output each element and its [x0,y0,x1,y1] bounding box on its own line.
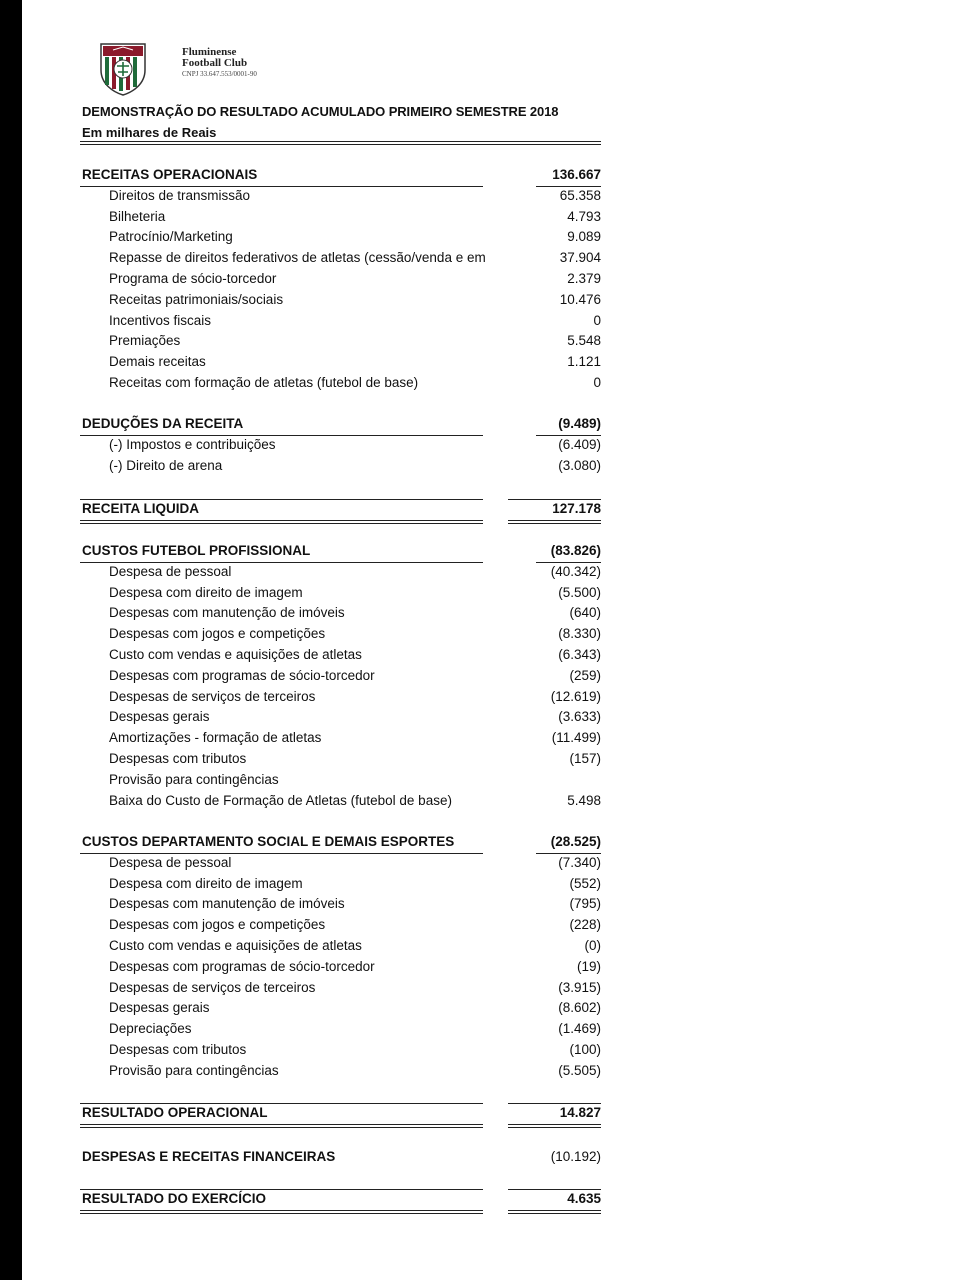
line-item-label: Premiações [109,333,181,349]
line-item [82,980,601,1001]
line-item [82,959,601,980]
line-item-value: (6.343) [558,647,601,662]
section-header-social-value: (28.525) [550,834,601,849]
line-item-value: 2.379 [567,271,601,286]
line-item-label: Despesa com direito de imagem [109,875,303,891]
line-item [82,375,601,396]
line-item [82,647,601,668]
line-item-label: Despesa de pessoal [109,563,232,579]
section-header-futebol [82,543,601,564]
line-item-value: 37.904 [559,250,601,266]
line-item-label: Despesas com manutenção de imóveis [109,896,345,912]
line-item-label: Provisão para contingências [109,771,279,787]
line-item-value: (157) [569,751,601,766]
line-item [82,626,601,647]
total-resultado-exercicio-label: RESULTADO DO EXERCÍCIO [82,1191,267,1206]
line-item-label: Despesas com jogos e competições [109,917,326,933]
line-item [82,292,601,313]
resultado-exercicio-bottom-rule-label [80,1210,483,1214]
line-item-label: Provisão para contingências [109,1062,279,1078]
document-page [22,0,963,1280]
line-item-value: 0 [593,312,601,328]
line-item [82,772,601,793]
line-item [82,229,601,250]
total-financeiras-label: DESPESAS E RECEITAS FINANCEIRAS [82,1149,336,1164]
line-item-label: Despesas com tributos [109,1042,247,1057]
line-item-value: (8.602) [558,1000,601,1016]
section-header-receitas [82,167,601,188]
line-item-label: Repasse de direitos federativos de atletas (cessão/venda e em [109,250,486,266]
line-item-label: Despesas de serviços de terceiros [109,688,316,704]
line-item-label: Despesas com programas de sócio-torcedor [109,958,375,974]
line-item-label: Despesas de serviços de terceiros [109,979,316,995]
line-item-label: Demais receitas [109,354,206,370]
line-item-value: (3.915) [558,979,601,995]
club-identity [182,47,257,79]
line-item [82,876,601,897]
total-financeiras-value: (10.192) [550,1149,601,1164]
line-item [82,668,601,689]
line-item-value: (11.499) [551,730,601,746]
line-item-label: Amortizações - formação de atletas [109,730,322,746]
line-item-label: Despesas com programas de sócio-torcedor [109,667,375,683]
section-header-receitas-value: 136.667 [552,167,601,182]
line-item-value: (12.619) [550,688,601,704]
line-item [82,896,601,917]
line-item [82,1021,601,1042]
line-item-value: (0) [584,938,601,953]
line-item-value: 0 [593,375,601,390]
line-item [82,271,601,292]
line-item-label: Despesas gerais [109,709,210,725]
club-name-line1: Fluminense [182,46,237,58]
line-item-value: (3.633) [558,709,601,725]
line-item-value: (795) [569,896,601,912]
line-item [82,751,601,772]
line-item-value: 9.089 [567,229,601,245]
section-header-futebol-value: (83.826) [550,543,601,558]
line-item-value: (228) [569,917,601,933]
receita-liquida-bottom-rule-label [80,520,483,524]
line-item [82,793,601,814]
line-item [82,209,601,230]
section-header-deducoes-label: DEDUÇÕES DA RECEITA [82,416,244,431]
line-item [82,730,601,751]
line-item-label: Receitas patrimoniais/sociais [109,291,284,307]
line-item [82,354,601,375]
line-item-label: Receitas com formação de atletas (futebol de base) [109,375,419,390]
line-item-value: 5.548 [567,333,601,349]
section-header-social [82,834,601,855]
receita-liquida-bottom-rule-value [508,520,601,524]
line-item-value: 4.793 [567,208,601,224]
club-cnpj: CNPJ 33.647.553/0001-90 [182,70,257,78]
title-double-rule [80,141,601,145]
total-resultado-exercicio [82,1191,601,1212]
line-item [82,188,601,209]
line-item [82,333,601,354]
document-subtitle: Em milhares de Reais [82,125,217,140]
line-item-label: Programa de sócio-torcedor [109,271,277,286]
line-item-value: (3.080) [558,457,601,473]
line-item [82,585,601,606]
total-resultado-operacional-label: RESULTADO OPERACIONAL [82,1105,268,1120]
line-item-label: Baixa do Custo de Formação de Atletas (futebol de base) [109,792,452,808]
line-item [82,250,601,271]
line-item-label: Direitos de transmissão [109,187,251,203]
line-item-value: (100) [569,1042,601,1057]
line-item-value: (6.409) [558,436,601,452]
line-item-label: (-) Impostos e contribuições [109,436,276,452]
line-item-value: (5.500) [558,584,601,600]
line-item [82,605,601,626]
club-name-line2: Football Club [182,57,248,69]
total-financeiras [82,1149,601,1170]
receita-liquida-top-rule-value [508,499,601,500]
line-item [82,1063,601,1084]
line-item-value: (40.342) [550,563,601,579]
resultado-operacional-bottom-rule-label [80,1124,483,1128]
line-item [82,1042,601,1063]
line-item-value: (1.469) [558,1021,601,1037]
section-header-social-label: CUSTOS DEPARTAMENTO SOCIAL E DEMAIS ESPORTES [82,834,455,849]
line-item-value: 1.121 [567,354,601,370]
line-item-value: (8.330) [558,626,601,642]
resultado-exercicio-top-rule-value [508,1189,601,1190]
line-item-label: Despesas gerais [109,1000,210,1016]
resultado-operacional-bottom-rule-value [508,1124,601,1128]
total-receita-liquida-label: RECEITA LIQUIDA [82,501,199,516]
resultado-operacional-top-rule-value [508,1103,601,1104]
fluminense-crest-icon [97,40,149,96]
total-resultado-operacional [82,1105,601,1126]
line-item-label: Incentivos fiscais [109,312,212,328]
document-title: DEMONSTRAÇÃO DO RESULTADO ACUMULADO PRIMEIRO SEMESTRE 2018 [82,104,559,119]
line-item-value: (259) [569,667,601,683]
line-item-label: Despesas com jogos e competições [109,626,326,642]
receita-liquida-top-rule-label [80,499,483,500]
line-item-label: Patrocínio/Marketing [109,229,233,245]
line-item-value: (5.505) [558,1062,601,1078]
line-item-label: Despesa de pessoal [109,854,232,870]
line-item [82,564,601,585]
line-item-value: 5.498 [567,792,601,808]
section-header-receitas-label: RECEITAS OPERACIONAIS [82,167,258,182]
line-item [82,855,601,876]
total-receita-liquida [82,501,601,522]
line-item-label: Despesa com direito de imagem [109,584,303,600]
line-item-value: (7.340) [558,854,601,870]
line-item [82,917,601,938]
line-item-value: (640) [569,605,601,621]
line-item-label: Despesas com tributos [109,751,247,766]
line-item-label: Custo com vendas e aquisições de atletas [109,647,362,662]
line-item [82,437,601,458]
total-receita-liquida-value: 127.178 [552,501,601,516]
line-item [82,313,601,334]
total-resultado-exercicio-value: 4.635 [567,1191,601,1206]
line-item [82,709,601,730]
line-item [82,458,601,479]
line-item-value: (552) [569,875,601,891]
line-item [82,1000,601,1021]
line-item-value: (19) [576,958,601,974]
resultado-exercicio-bottom-rule-value [508,1210,601,1214]
line-item-label: Depreciações [109,1021,192,1037]
total-resultado-operacional-value: 14.827 [559,1105,601,1120]
resultado-operacional-top-rule-label [80,1103,483,1104]
line-item-label: Bilheteria [109,208,166,224]
line-item [82,938,601,959]
line-item-label: Custo com vendas e aquisições de atletas [109,938,362,953]
section-header-futebol-label: CUSTOS FUTEBOL PROFISSIONAL [82,543,311,558]
resultado-exercicio-top-rule-label [80,1189,483,1190]
line-item-label: Despesas com manutenção de imóveis [109,605,345,621]
section-header-deducoes-value: (9.489) [558,416,601,431]
section-header-deducoes [82,416,601,437]
line-item [82,689,601,710]
line-item-value: 10.476 [559,291,601,307]
line-item-label: (-) Direito de arena [109,457,223,473]
line-item-value: 65.358 [559,187,601,203]
